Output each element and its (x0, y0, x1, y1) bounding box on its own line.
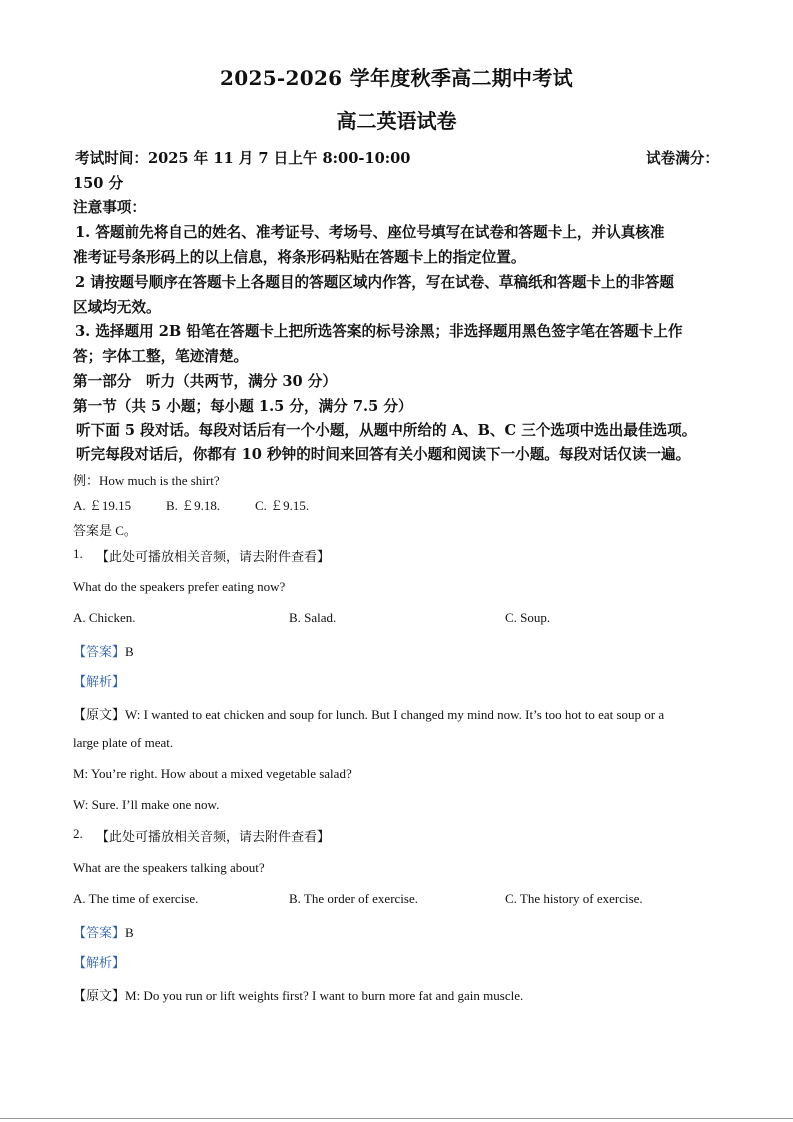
q2-answer-value: B (125, 925, 134, 940)
page-bottom-divider (0, 1118, 793, 1119)
q1-analysis-tag: 【解析】 (73, 674, 126, 689)
q1-script-line-2: large plate of meat. (73, 735, 174, 750)
example-answer: 答案是 C。 (73, 523, 137, 538)
example-option-b: B. ￡9.18. (166, 498, 221, 513)
q2-answer (73, 922, 134, 941)
q1-answer (73, 641, 134, 660)
note-1-line-2: 准考证号条形码上的以上信息，将条形码粘贴在答题卡上的指定位置。 (73, 249, 526, 266)
exam-title: 2025-2026 学年度秋季高二期中考试 (220, 66, 573, 90)
q1-answer-tag: 【答案】 (73, 644, 126, 659)
q1-option-b: B. Salad. (289, 610, 337, 625)
q1-question: What do the speakers prefer eating now? (73, 579, 286, 594)
q1-script-line-1 (73, 704, 664, 723)
q1-script-text-1: W: I wanted to eat chicken and soup for lunch. But I changed my mind now. It’s too hot to eat soup or a (125, 707, 665, 722)
q1-script-line-3: M: You’re right. How about a mixed vegetable salad? (73, 766, 352, 781)
q2-number: 2. (73, 826, 83, 841)
notes-heading: 注意事项： (73, 199, 146, 216)
q2-option-c: C. The history of exercise. (505, 891, 643, 906)
q2-option-b: B. The order of exercise. (289, 891, 418, 906)
instruction-line-1: 听下面 5 段对话。每段对话后有一个小题，从题中所给的 A、B、C 三个选项中选出最佳选项。 (76, 422, 697, 439)
example-option-c: C. ￡9.15. (255, 498, 310, 513)
section1-heading: 第一节（共 5 小题；每小题 1.5 分，满分 7.5 分） (73, 398, 413, 415)
note-3-line-1: 3. 选择题用 2B 铅笔在答题卡上把所选答案的标号涂黑；非选择题用黑色签字笔在答题卡上作 (75, 323, 683, 340)
q2-question: What are the speakers talking about? (73, 860, 265, 875)
q2-answer-tag: 【答案】 (73, 925, 126, 940)
q2-script-line-1 (73, 985, 523, 1004)
q2-script-tag: 【原文】 (73, 988, 126, 1003)
q1-script-tag: 【原文】 (73, 707, 126, 722)
q1-answer-value: B (125, 644, 134, 659)
example-question: 例：How much is the shirt? (73, 473, 220, 488)
exam-time: 考试时间：2025 年 11 月 7 日上午 8:00-10:00 (75, 150, 411, 167)
note-2-line-2: 区域均无效。 (73, 299, 161, 316)
note-1-line-1: 1. 答题前先将自己的姓名、准考证号、考场号、座位号填写在试卷和答题卡上，并认真核准 (75, 224, 665, 241)
q1-number: 1. (73, 546, 83, 561)
q1-script-line-4: W: Sure. I’ll make one now. (73, 797, 220, 812)
q1-option-c: C. Soup. (505, 610, 551, 625)
example-option-a: A. ￡19.15 (73, 498, 132, 513)
q2-audio-placeholder[interactable]: 【此处可播放相关音频，请去附件查看】 (96, 829, 331, 844)
part1-heading: 第一部分 听力（共两节，满分 30 分） (73, 373, 337, 390)
note-3-line-2: 答；字体工整，笔迹清楚。 (73, 348, 249, 365)
q1-audio-placeholder[interactable]: 【此处可播放相关音频，请去附件查看】 (96, 549, 331, 564)
instruction-line-2: 听完每段对话后，你都有 10 秒钟的时间来回答有关小题和阅读下一小题。每段对话仅读一遍。 (76, 446, 691, 463)
note-2-line-1: 2 请按题号顺序在答题卡上各题目的答题区域内作答，写在试卷、草稿纸和答题卡上的非答题 (75, 274, 674, 291)
q1-option-a: A. Chicken. (73, 610, 136, 625)
full-score-label: 试卷满分： (646, 150, 719, 167)
paper-subtitle: 高二英语试卷 (336, 109, 457, 133)
q2-option-a: A. The time of exercise. (73, 891, 199, 906)
q2-script-text-1: M: Do you run or lift weights first? I want to burn more fat and gain muscle. (125, 988, 524, 1003)
full-score-value: 150 分 (73, 175, 124, 192)
q2-analysis-tag: 【解析】 (73, 955, 126, 970)
